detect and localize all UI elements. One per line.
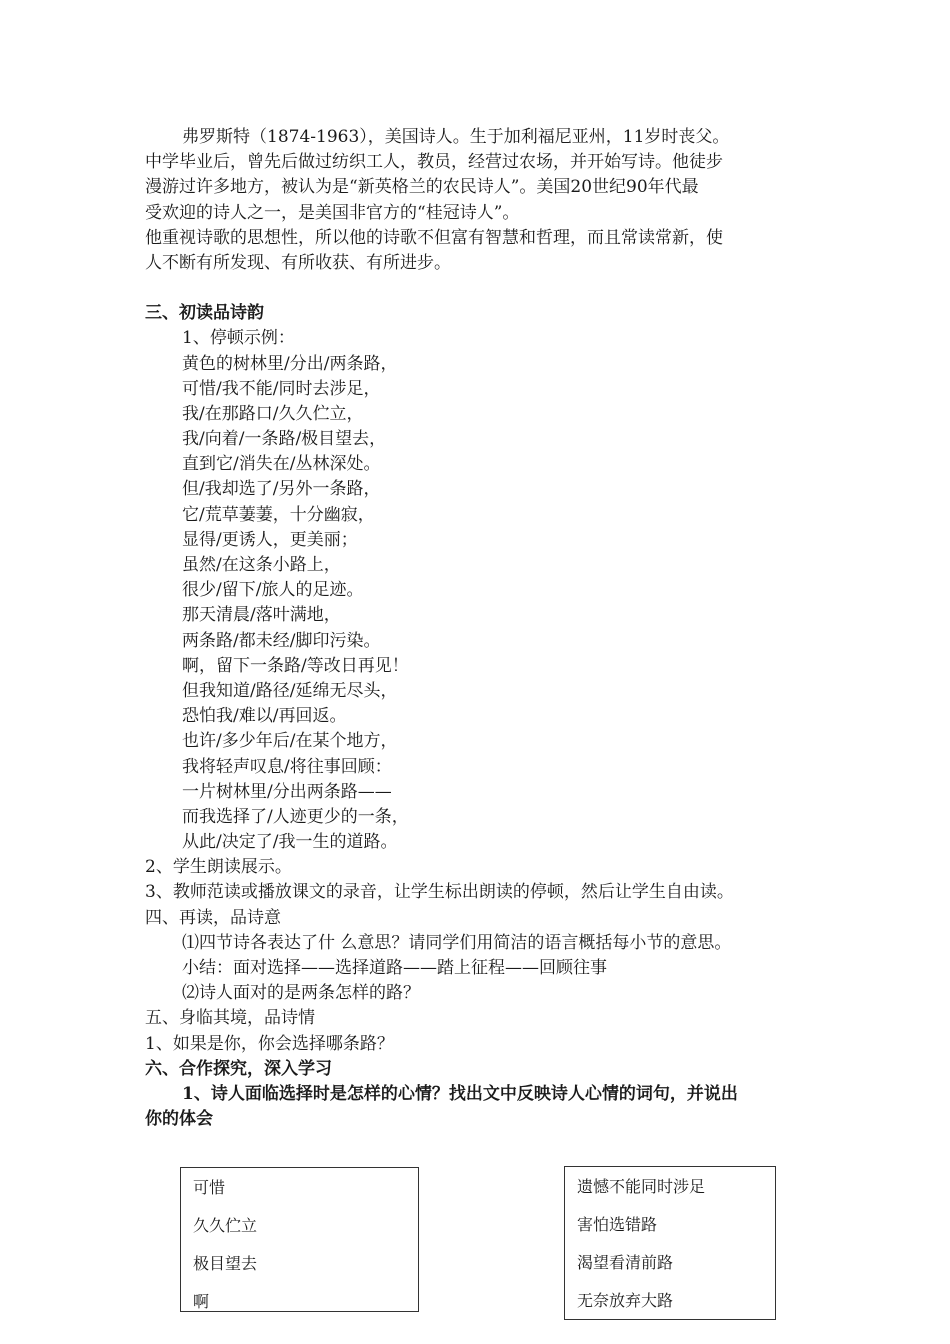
intro-line: 他重视诗歌的思想性，所以他的诗歌不但富有智慧和哲理，而且常读常新，使: [145, 227, 723, 248]
poem-line: 而我选择了/人迹更少的一条，: [182, 806, 409, 827]
word-item: 啊: [193, 1292, 210, 1311]
word-item: 久久伫立: [193, 1216, 258, 1235]
document-body: [145, 125, 815, 1132]
poem-line: 虽然/在这条小路上，: [182, 555, 341, 575]
intro-line: 人不断有所发现、有所收获、有所进步。: [145, 252, 451, 273]
poem-line: 一片树林里/分出两条路——: [182, 781, 392, 802]
poem-line: 可惜/我不能/同时去涉足，: [182, 378, 381, 399]
feeling-item: 无奈放弃大路: [577, 1291, 674, 1310]
feeling-item: 害怕选错路: [577, 1215, 658, 1234]
summary: 小结：面对选择——选择道路——踏上征程——回顾往事: [182, 958, 607, 978]
list-item: 1、如果是你，你会选择哪条路？: [145, 1033, 394, 1054]
intro-line: 中学毕业后，曾先后做过纺织工人，教员，经营过农场，并开始写诗。他徒步: [145, 152, 723, 173]
poem-line: 恐怕我/难以/再回返。: [182, 706, 347, 727]
section-heading-4: 四、再读，品诗意: [145, 907, 281, 928]
intro-line: 受欢迎的诗人之一，是美国非官方的“桂冠诗人”。: [145, 202, 520, 223]
poem-line: 我/在那路口/久久伫立，: [182, 403, 364, 424]
poem: [145, 352, 815, 856]
feelings-box: [564, 1166, 776, 1320]
poem-line: 它/荒草萋萋，十分幽寂，: [182, 504, 375, 525]
poem-line: 但我知道/路径/延绵无尽头，: [182, 680, 398, 701]
poem-line: 啊，留下一条路/等改日再见！: [182, 655, 409, 676]
poem-line: 但/我却选了/另外一条路，: [182, 479, 381, 500]
section-heading-6: 六、合作探究，深入学习: [145, 1058, 332, 1079]
poem-line: 那天清晨/落叶满地，: [182, 605, 341, 626]
poem-line: 我/向着/一条路/极目望去，: [182, 429, 387, 450]
intro-line: 弗罗斯特（1874-1963），美国诗人。生于加利福尼亚州，11岁时丧父。: [182, 127, 730, 147]
question: ⑵诗人面对的是两条怎样的路？: [182, 983, 420, 1004]
poem-line: 两条路/都未经/脚印污染。: [182, 630, 381, 651]
list-item: 2、学生朗读展示。: [145, 857, 292, 878]
poem-line: 我将轻声叹息/将往事回顾：: [182, 756, 392, 777]
words-box: [180, 1167, 419, 1312]
question: ⑴四节诗各表达了什 么意思？请同学们用简洁的语言概括每小节的意思。: [182, 932, 732, 953]
question: 1、诗人面临选择时是怎样的心情？找出文中反映诗人心情的词句，并说出: [182, 1083, 738, 1104]
section-heading-3: 三、初读品诗韵: [145, 303, 264, 324]
poem-line: 很少/留下/旅人的足迹。: [182, 580, 364, 601]
poem-line: 黄色的树林里/分出/两条路，: [182, 353, 398, 374]
list-item: 1、停顿示例：: [182, 328, 295, 349]
list-item: 3、教师范读或播放课文的录音，让学生标出朗读的停顿，然后让学生自由读。: [145, 882, 734, 903]
question: 你的体会: [145, 1109, 213, 1130]
poem-line: 直到它/消失在/丛林深处。: [182, 454, 381, 475]
feeling-item: 遗憾不能同时涉足: [577, 1177, 706, 1196]
word-item: 可惜: [193, 1178, 226, 1197]
section-heading-5: 五、身临其境，品诗情: [145, 1008, 315, 1029]
poem-line: 显得/更诱人，更美丽；: [182, 529, 358, 550]
intro-line: 漫游过许多地方，被认为是“新英格兰的农民诗人”。美国20世纪90年代最: [145, 177, 699, 198]
poem-line: 也许/多少年后/在某个地方，: [182, 731, 398, 752]
word-item: 极目望去: [193, 1254, 258, 1273]
poem-line: 从此/决定了/我一生的道路。: [182, 832, 398, 853]
feeling-item: 渴望看清前路: [577, 1253, 674, 1272]
